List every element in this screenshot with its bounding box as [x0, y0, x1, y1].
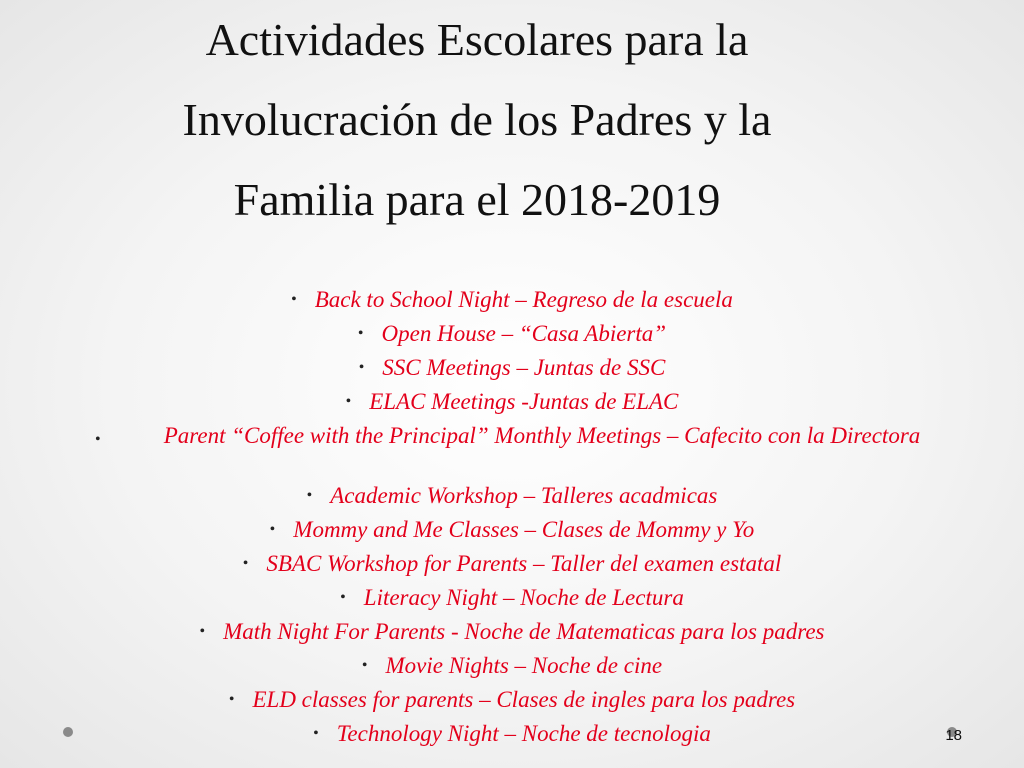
list-item-text: SBAC Workshop for Parents – Taller del examen estatal	[266, 551, 782, 576]
bullet-icon: •	[291, 291, 297, 308]
bullet-icon: •	[199, 623, 206, 640]
title-line-3: Familia para el 2018-2019	[233, 174, 721, 225]
page-number: 18	[945, 727, 962, 744]
list-item	[0, 385, 1024, 419]
list-item	[0, 317, 1024, 351]
list-item-text: Movie Nights – Noche de cine	[385, 653, 663, 678]
list-item-text: SSC Meetings – Juntas de SSC	[382, 355, 666, 380]
activities-list	[0, 283, 1024, 751]
list-item-text: Literacy Night – Noche de Lectura	[363, 585, 684, 610]
bullet-icon: •	[306, 487, 313, 504]
list-item	[0, 479, 1024, 513]
bullet-icon: •	[361, 657, 368, 674]
bullet-icon: •	[340, 589, 346, 606]
list-item	[0, 419, 1024, 479]
list-item	[0, 615, 1024, 649]
list-item	[0, 649, 1024, 683]
bullet-icon: •	[358, 359, 365, 376]
list-item-text: Parent “Coffee with the Principal” Monthly Meetings – Cafecito con la Directora	[163, 423, 921, 448]
slide-title	[60, 0, 894, 240]
list-item	[0, 683, 1024, 717]
list-item-text: Math Night For Parents - Noche de Matematicas para los padres	[223, 619, 825, 644]
bullet-icon: •	[228, 691, 235, 708]
list-item	[0, 351, 1024, 385]
list-item	[0, 283, 1024, 317]
list-item	[0, 547, 1024, 581]
list-item-text: Back to School Night – Regreso de la escuela	[314, 287, 733, 312]
bullet-icon: •	[269, 521, 276, 538]
list-item-text: ELAC Meetings -Juntas de ELAC	[369, 389, 679, 414]
list-item-text: ELD classes for parents – Clases de ingles para los padres	[252, 687, 796, 712]
list-item-text: Technology Night – Noche de tecnologia	[336, 721, 711, 746]
list-item-text: Mommy and Me Classes – Clases de Mommy y Yo	[293, 517, 755, 542]
decorative-dot-icon	[63, 727, 73, 737]
bullet-icon: •	[357, 325, 364, 342]
title-line-1: Actividades Escolares para la	[205, 14, 749, 65]
list-item	[0, 717, 1024, 751]
bullet-icon: •	[242, 555, 249, 572]
bullet-icon: •	[313, 725, 319, 742]
title-line-2: Involucración de los Padres y la	[182, 94, 772, 145]
list-item	[0, 513, 1024, 547]
list-item-text: Open House – “Casa Abierta”	[381, 321, 667, 346]
bullet-icon: •	[345, 393, 352, 410]
bullet-icon: •	[95, 431, 101, 448]
list-item-text: Academic Workshop – Talleres acadmicas	[330, 483, 718, 508]
list-item	[0, 581, 1024, 615]
